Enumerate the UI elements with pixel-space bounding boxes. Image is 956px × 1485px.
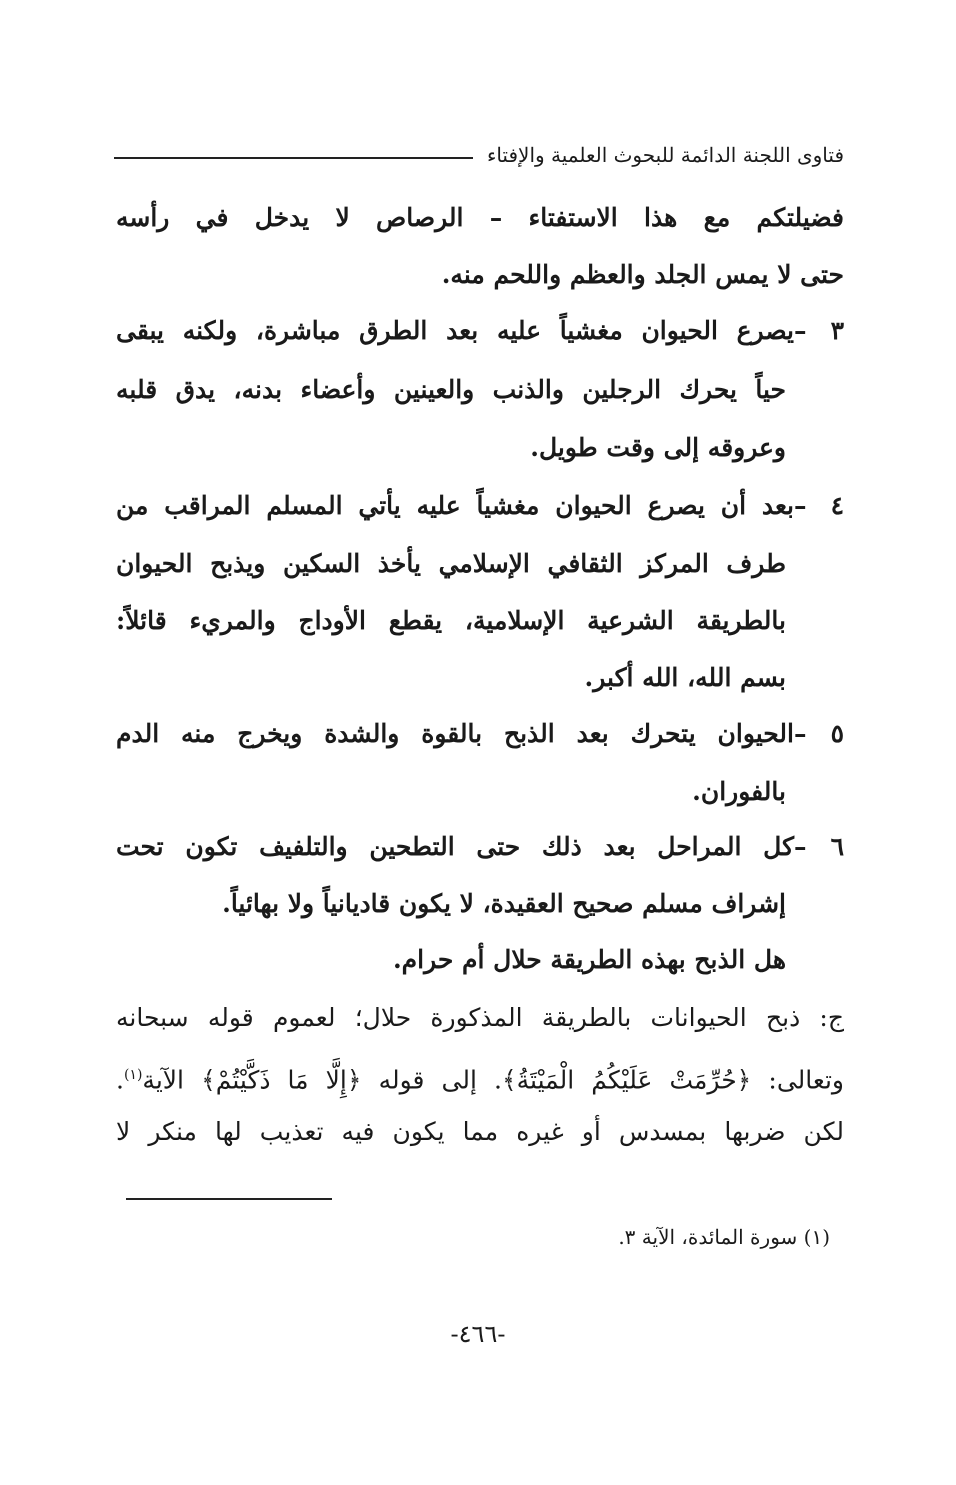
question-line: حتى لا يمس الجلد والعظم واللحم منه. xyxy=(441,260,844,289)
item-text: يصرع الحيوان مغشياً عليه بعد الطرق مباشرة، ولكنه يبقى xyxy=(116,316,794,345)
item-number: ٣ – xyxy=(794,316,844,345)
page-number: -٤٦٦- xyxy=(450,1320,506,1348)
list-item-4-cont: بالطريقة الشرعية الإسلامية، يقطع الأوداج والمريء قائلاً: xyxy=(116,606,786,635)
question-line: فضيلتكم مع هذا الاستفتاء – الرصاص لا يدخل في رأسه xyxy=(116,203,844,232)
list-item-5-cont: بالفوران. xyxy=(692,777,786,806)
item-number: ٥ – xyxy=(794,719,844,748)
list-item-4 xyxy=(116,478,844,534)
footnote: (١) سورة المائدة، الآية ٣. xyxy=(618,1225,830,1249)
footnote-ref: (١) xyxy=(123,1067,143,1083)
running-header xyxy=(114,135,844,175)
list-item-4-cont: طرف المركز الثقافي الإسلامي يأخذ السكين ويذبح الحيوان xyxy=(116,549,786,578)
question-closing: هل الذبح بهذه الطريقة حلال أم حرام. xyxy=(392,945,786,974)
answer-line: لكن ضربها بمسدس أو غيره مما يكون فيه تعذيب لها منكر لا xyxy=(116,1117,844,1146)
list-item-6 xyxy=(116,819,844,875)
list-item-6-cont: إشراف مسلم صحيح العقيدة، لا يكون قاديانياً ولا بهائياً. xyxy=(222,889,786,918)
item-text: بعد أن يصرع الحيوان مغشياً عليه يأتي المسلم المراقب من xyxy=(116,491,794,520)
answer-text: وتعالى: ﴿حُرِّمَتْ عَلَيْكُمُ الْمَيْتَةُ﴾. إلى قوله ﴿إِلَّا مَا ذَكَّيْتُمْ﴾ الآية xyxy=(142,1065,844,1095)
item-number: ٤ – xyxy=(794,491,844,520)
list-item-5 xyxy=(116,706,844,762)
list-item-4-cont: بسم الله، الله أكبر. xyxy=(584,663,786,692)
book-title: فتاوى اللجنة الدائمة للبحوث العلمية والإفتاء xyxy=(486,143,844,167)
list-item-3-cont: وعروقه إلى وقت طويل. xyxy=(530,433,786,462)
item-number: ٦ – xyxy=(794,832,844,861)
list-item-3 xyxy=(116,303,844,359)
answer-text: . xyxy=(116,1065,124,1095)
answer-line xyxy=(116,1047,844,1103)
list-item-3-cont: حياً يحرك الرجلين والذنب والعينين وأعضاء بدنه، يدق قلبه xyxy=(116,375,786,404)
answer-line: ج: ذبح الحيوانات بالطريقة المذكورة حلال؛ لعموم قوله سبحانه xyxy=(116,1003,844,1032)
item-text: الحيوان يتحرك بعد الذبح بالقوة والشدة ويخرج منه الدم xyxy=(116,719,794,748)
item-text: كل المراحل بعد ذلك حتى التطحين والتلفيف تكون تحت xyxy=(116,832,794,861)
footnote-rule xyxy=(126,1198,332,1200)
header-rule xyxy=(114,157,473,159)
